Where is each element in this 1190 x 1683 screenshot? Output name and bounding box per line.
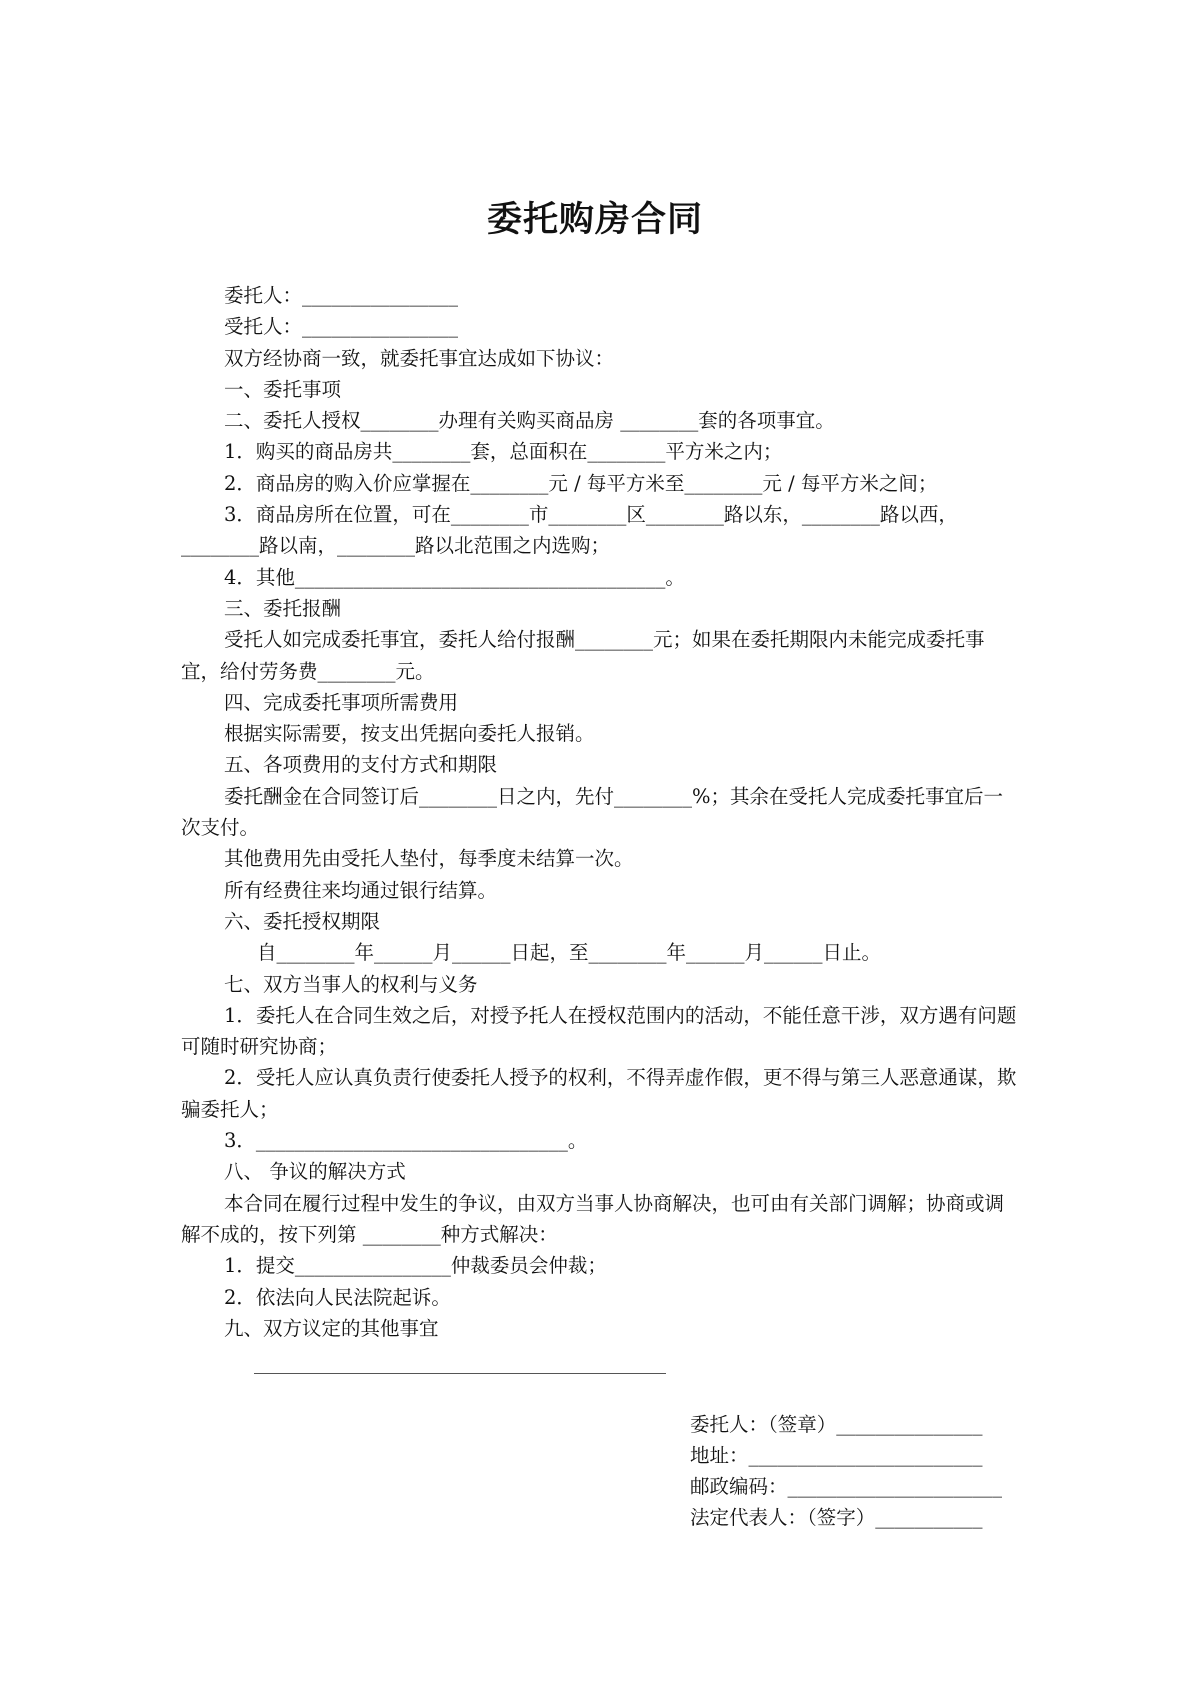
expenses-text: 根据实际需要，按支出凭据向委托人报销。 [224, 722, 595, 746]
section-8-heading: 八、 争议的解决方式 [224, 1160, 406, 1184]
rights-clause-3: 3．________________________________。 [224, 1129, 588, 1153]
contract-body [181, 280, 1021, 1344]
bank-settlement-text: 所有经费往来均通过银行结算。 [224, 878, 498, 902]
section-4-heading: 四、完成委托事项所需费用 [224, 690, 459, 714]
other-matters-blank-line [254, 1373, 666, 1374]
signature-address: 地址：________________________ [690, 1444, 983, 1467]
section-2-heading: 二、委托人授权________办理有关购买商品房 ________套的各项事宜。 [224, 409, 835, 433]
period-text: 自________年______月______日起，至________年______月______日止。 [257, 941, 882, 965]
rights-clause-2: 2．受托人应认真负责行使委托人授予的权利，不得弄虚作假，更不得与第三人恶意通谋，欺骗委托人； [181, 1066, 1017, 1121]
section-7-heading: 七、双方当事人的权利与义务 [224, 972, 478, 996]
agreement-intro: 双方经协商一致，就委托事宜达成如下协议： [224, 346, 615, 370]
dispute-option-2: 2．依法向人民法院起诉。 [224, 1285, 451, 1309]
dispute-text: 本合同在履行过程中发生的争议，由双方当事人协商解决，也可由有关部门调解；协商或调解不成的，按下列第 ________种方式解决： [181, 1191, 1005, 1246]
signature-principal: 委托人：（签章）_______________ [690, 1413, 983, 1436]
principal-line: 委托人：________________ [224, 284, 459, 307]
payment-terms-text: 委托酬金在合同签订后________日之内，先付________%；其余在受托人完成委托事宜后一次支付。 [181, 784, 1004, 840]
clause-3-location: 3．商品房所在位置，可在________市________区________路以东，________路以西，________路以南，________路以北范围之内选购； [181, 503, 958, 558]
advance-expenses-text: 其他费用先由受托人垫付，每季度未结算一次。 [224, 847, 634, 871]
clause-2-price: 2．商品房的购入价应掌握在________元 / 每平方米至________元 / 每平方米之间； [224, 471, 938, 495]
section-3-heading: 三、委托报酬 [224, 596, 342, 620]
clause-4-other: 4．其他______________________________________。 [224, 565, 685, 589]
section-5-heading: 五、各项费用的支付方式和期限 [224, 753, 498, 777]
contract-title: 委托购房合同 [486, 200, 703, 240]
dispute-option-1: 1．提交________________仲裁委员会仲裁； [224, 1254, 607, 1278]
remuneration-text: 受托人如完成委托事宜，委托人给付报酬________元；如果在委托期限内未能完成委托事宜，给付劳务费________元。 [181, 628, 985, 683]
clause-1-quantity: 1．购买的商品房共________套，总面积在________平方米之内； [224, 440, 783, 464]
section-1-heading: 一、委托事项 [224, 377, 342, 401]
rights-clause-1: 1．委托人在合同生效之后，对授予托人在授权范围内的活动，不能任意干涉，双方遇有问题可随时研究协商； [181, 1003, 1017, 1059]
section-9-heading: 九、双方议定的其他事宜 [224, 1316, 439, 1340]
signature-postcode: 邮政编码：______________________ [690, 1475, 1003, 1498]
agent-line: 受托人：________________ [224, 315, 459, 339]
signature-legal-rep: 法定代表人：（签字）___________ [690, 1506, 983, 1529]
signature-block [690, 1409, 1020, 1533]
section-6-heading: 六、委托授权期限 [224, 909, 381, 933]
